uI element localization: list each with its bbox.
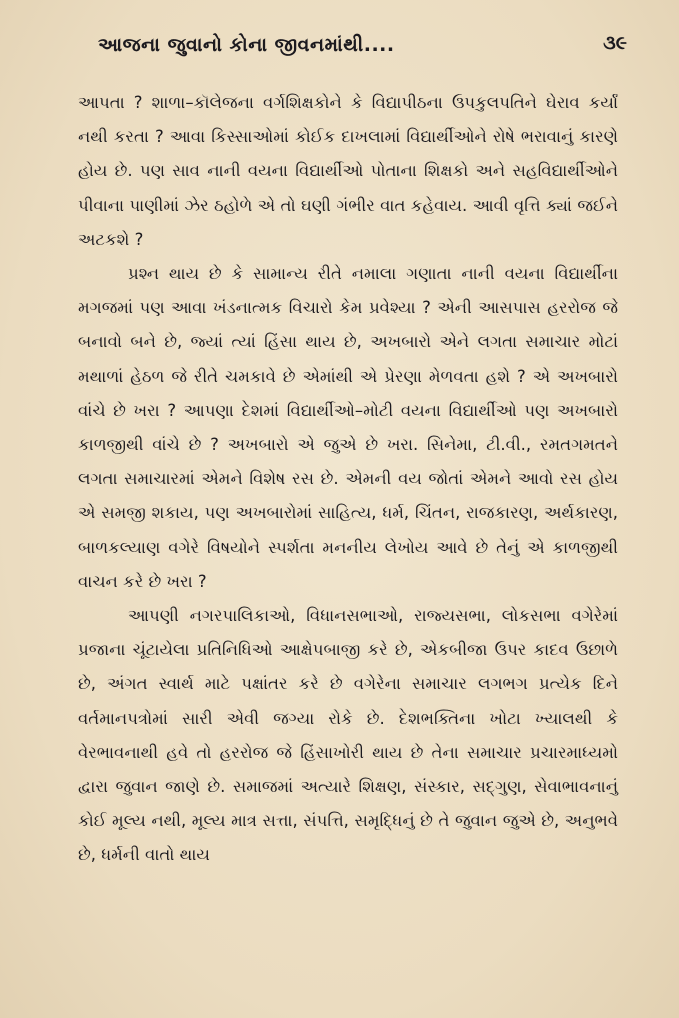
body-text [78, 86, 618, 873]
paragraph: પ્રશ્ન થાય છે કે સામાન્ય રીતે નમાલા ગણાતા નાની વયના વિદ્યાર્થીના મગજમાં પણ આવા ખંડનાત્મક વિચારો કેમ પ્રવેશ્યા ? એની આસપાસ હરરોજ જે બનાવો બને છે, જ્યાં ત્યાં હિંસા થાય છે, અખબારો એને લગતા સમાચાર મોટાં મથાળાં હેઠળ જે રીતે ચમકાવે છે એમાંથી એ પ્રેરણા મેળવતા હશે ? એ અખબારો વાંચે છે ખરા ? આપણા દેશમાં વિદ્યાર્થીઓ–મોટી વયના વિદ્યાર્થીઓ પણ અખબારો કાળજીથી વાંચે છે ? અખબારો એ જુએ છે ખરા. સિનેમા, ટી.વી., રમતગમતને લગતા સમાચારમાં એમને વિશેષ રસ છે. એમની વય જોતાં એમને આવો રસ હોય એ સમજી શકાય, પણ અખબારોમાં સાહિત્ય, ધર્મ, ચિંતન, રાજકારણ, અર્થકારણ, બાળકલ્યાણ વગેરે વિષયોને સ્પર્શતા મનનીય લેખોય આવે છે તેનું એ કાળજીથી વાચન કરે છે ખરા ? [78, 264, 618, 591]
paragraph-continued: આપતા ? શાળા–કૉલેજના વર્ગશિક્ષકોને કે વિદ્યાપીઠના ઉપકુલપતિને ઘેરાવ કર્યાં નથી કરતા ? આવા કિસ્સાઓમાં કોઈક દાખલામાં વિદ્યાર્થીઓને રોષે ભરાવાનું કારણે હોય છે. પણ સાવ નાની વયના વિદ્યાર્થીઓ પોતાના શિક્ષકો અને સહવિદ્યાર્થીઓને પીવાના પાણીમાં ઝેર ઠહોળે એ તો ઘણી ગંભીર વાત કહેવાય. આવી વૃત્તિ ક્યાં જઈને અટકશે ? [78, 93, 618, 249]
paragraph: આપણી નગરપાલિકાઓ, વિધાનસભાઓ, રાજ્યસભા, લોકસભા વગેરેમાં પ્રજાના ચૂંટાયેલા પ્રતિનિધિઓ આક્ષેપબાજી કરે છે, એકબીજા ઉપર કાદવ ઉછાળે છે, અંગત સ્વાર્થ માટે પક્ષાંતર કરે છે વગેરેના સમાચાર લગભગ પ્રત્યેક દિને વર્તમાનપત્રોમાં સારી એવી જગ્યા રોકે છે. દેશભક્તિના ખોટા ખ્યાલથી કે વેરભાવનાથી હવે તો હરરોજ જે હિંસાખોરી થાય છે તેના સમાચાર પ્રચારમાધ્યમો દ્વારા જુવાન જાણે છે. સમાજમાં અત્યારે શિક્ષણ, સંસ્કાર, સદ્‌ગુણ, સેવાભાવનાનું કોઈ મૂલ્ય નથી, મૂલ્ય માત્ર સત્તા, સંપત્તિ, સમૃદ્ધિનું છે તે જુવાન જુએ છે, અનુભવે છે, ધર્મની વાતો થાય [78, 606, 618, 865]
running-title: આજના જુવાનો કોના જીવનમાંથી.... [98, 34, 395, 56]
page-number: ૩૯ [603, 32, 627, 54]
